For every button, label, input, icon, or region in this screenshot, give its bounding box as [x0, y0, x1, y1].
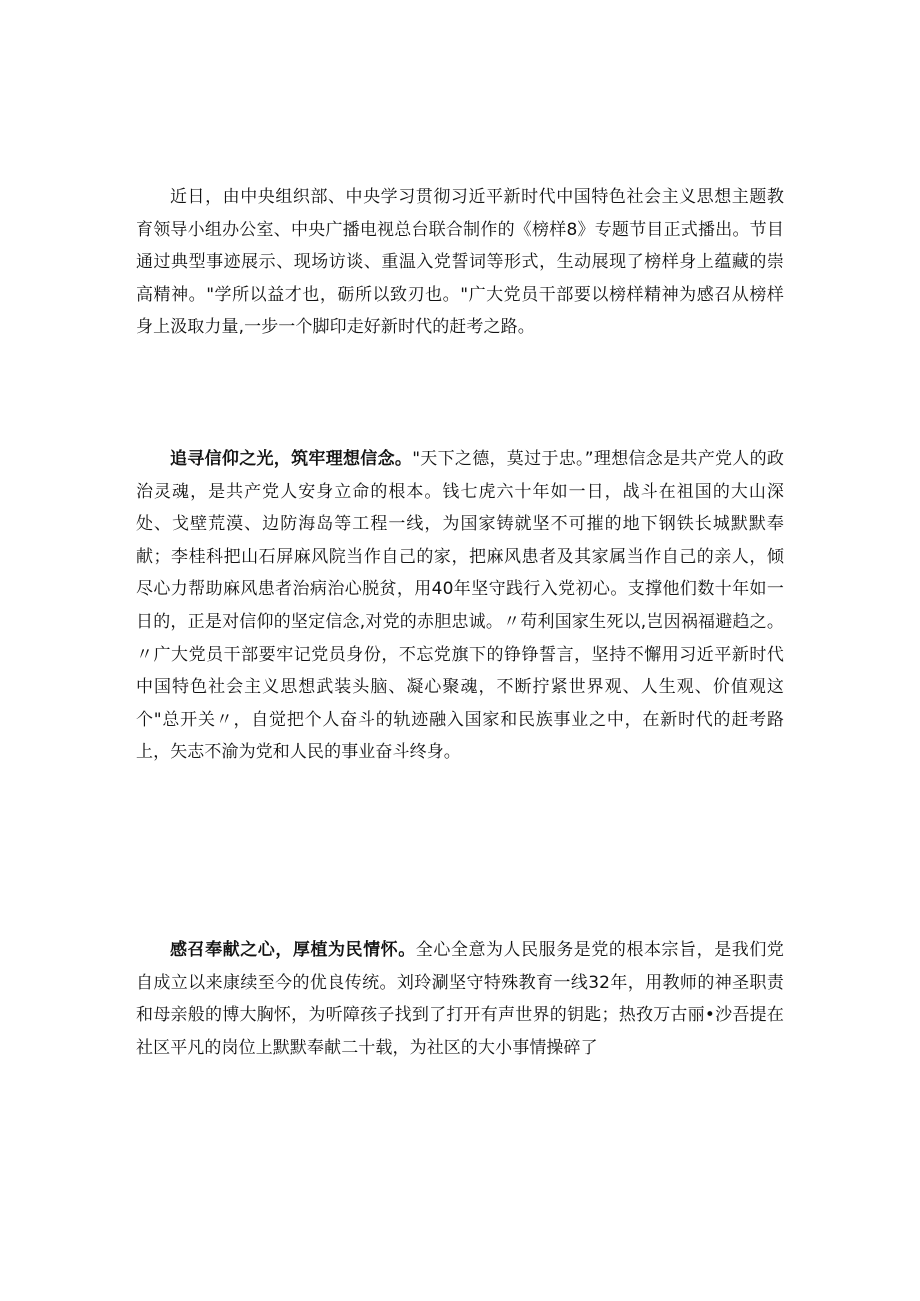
- paragraph-dedication: [136, 934, 784, 1064]
- paragraph-lead: 追寻信仰之光，筑牢理想信念。: [170, 449, 413, 469]
- paragraph-lead: 感召奉献之心，厚植为民情怀。: [170, 940, 416, 960]
- paragraph-body: 近日，由中央组织部、中央学习贯彻习近平新时代中国特色社会主义思想主题教育领导小组办公室、中央广播电视总台联合制作的《榜样8》专题节目正式播出。节目通过典型事迹展示、现场访谈、重温入党誓词等形式，生动展现了榜样身上蕴藏的崇高精神。"学所以益才也，砺所以致刃也。"广大党员干部要以榜样精神为感召从榜样身上汲取力量,一步一个脚印走好新时代的赶考之路。: [136, 187, 784, 338]
- paragraph-body: 全心全意为人民服务是党的根本宗旨，是我们党自成立以来康续至今的优良传统。刘玲涮坚守特殊教育一线32年，用教师的神圣职责和母亲般的博大胸怀，为听障孩子找到了打开有声世界的钥匙；热孜万古丽•沙吾提在社区平凡的岗位上默默奉献二十载，为社区的大小事情操碎了: [136, 940, 784, 1058]
- paragraph-intro: [136, 181, 784, 344]
- paragraph-faith: [136, 443, 784, 769]
- paragraph-body: "天下之德，莫过于忠。”理想信念是共产党人的政治灵魂，是共产党人安身立命的根本。钱七虎六十年如一日，战斗在祖国的大山深处、戈壁荒漠、边防海岛等工程一线，为国家铸就坚不可摧的地下钢铁长城默默奉献；李桂科把山石屏麻风院当作自己的家，把麻风患者及其家属当作自己的亲人，倾尽心力帮助麻风患者治病治心脱贫，用40年坚守践行入党初心。支撑他们数十年如一日的，正是对信仰的坚定信念,对党的赤胆忠诚。〃苟利国家生死以,岂因祸福避趋之。〃广大党员干部要牢记党员身份，不忘党旗下的铮铮誓言，坚持不懈用习近平新时代中国特色社会主义思想武装头脑、凝心聚魂，不断拧紧世界观、人生观、价值观这个"总开关〃，自觉把个人奋斗的轨迹融入国家和民族事业之中，在新时代的赶考路上，矢志不渝为党和人民的事业奋斗终身。: [136, 449, 784, 763]
